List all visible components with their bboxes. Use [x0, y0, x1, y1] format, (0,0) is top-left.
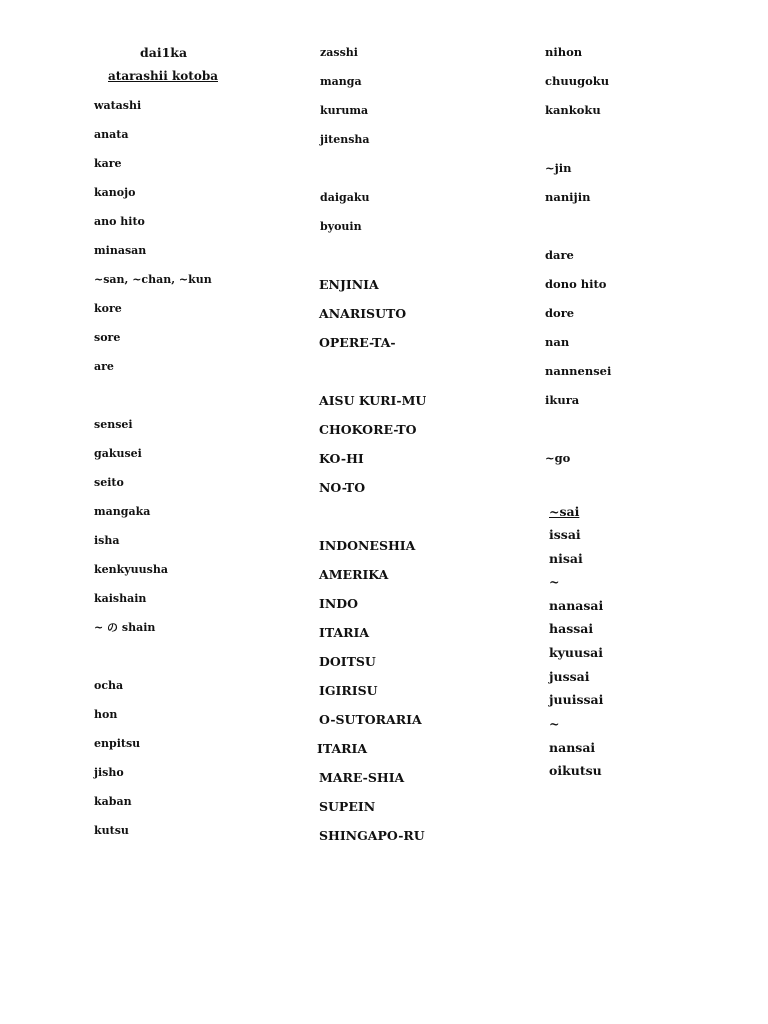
vocab-word: ~ の shain [94, 621, 156, 634]
vocab-word: ~go [545, 451, 571, 465]
vocab-word: mangaka [94, 505, 151, 518]
lesson-title: dai1ka [140, 45, 188, 60]
vocab-word: jitensha [320, 133, 370, 146]
sai-word: nisai [549, 551, 583, 566]
vocab-word: ~san, ~chan, ~kun [94, 273, 212, 286]
vocab-word: kuruma [320, 104, 369, 117]
vocab-word: ocha [94, 679, 124, 692]
sai-word: hassai [549, 621, 594, 636]
section-heading: atarashii kotoba [108, 69, 218, 83]
sai-heading: ~sai [549, 504, 580, 519]
vocab-word: byouin [320, 220, 362, 233]
vocab-word: SHINGAPO-RU [319, 828, 425, 843]
vocab-word: seito [94, 476, 124, 489]
vocab-word: kaishain [94, 592, 147, 605]
vocab-word: sensei [94, 418, 133, 431]
vocab-word: dono hito [545, 277, 607, 291]
vocab-word: dore [545, 306, 575, 320]
vocab-word: ikura [545, 393, 580, 407]
sai-word: nansai [549, 740, 596, 755]
vocab-word: manga [320, 75, 362, 88]
sai-word: juuissai [549, 692, 604, 707]
sai-word: ~ [549, 574, 560, 589]
vocab-word: ITARIA [319, 625, 370, 640]
vocab-word: MARE-SHIA [319, 770, 405, 785]
sai-word: jussai [549, 669, 590, 684]
vocab-word: gakusei [94, 447, 142, 460]
vocab-word: SUPEIN [319, 799, 376, 814]
vocab-word: nannensei [545, 364, 612, 378]
vocab-word: chuugoku [545, 74, 610, 88]
vocab-word: DOITSU [319, 654, 376, 669]
vocab-word: nan [545, 335, 570, 349]
vocab-word: AISU KURI-MU [319, 393, 427, 408]
vocab-word: kenkyuusha [94, 563, 168, 576]
vocab-word: jisho [94, 766, 124, 779]
vocab-word: kutsu [94, 824, 129, 837]
vocab-word: nanijin [545, 190, 591, 204]
vocab-word: CHOKORE-TO [319, 422, 417, 437]
vocab-word: kankoku [545, 103, 601, 117]
vocab-word: ~jin [545, 161, 572, 175]
vocab-word: anata [94, 128, 129, 141]
vocab-word: isha [94, 534, 120, 547]
vocab-word: AMERIKA [319, 567, 389, 582]
vocab-word: INDO [319, 596, 359, 611]
vocab-word: enpitsu [94, 737, 141, 750]
vocab-word: ano hito [94, 215, 145, 228]
vocab-word: kaban [94, 795, 132, 808]
vocab-word: NO-TO [319, 480, 366, 495]
sai-word: ~ [549, 716, 560, 731]
vocab-word: KO-HI [319, 451, 364, 466]
vocab-word: ENJINIA [319, 277, 379, 292]
sai-word: issai [549, 527, 581, 542]
vocab-word: sore [94, 331, 121, 344]
vocab-word: zasshi [320, 46, 358, 59]
vocab-word: dare [545, 248, 574, 262]
vocab-word: kanojo [94, 186, 136, 199]
vocab-word: nihon [545, 45, 583, 59]
vocab-word: minasan [94, 244, 147, 257]
vocab-word: IGIRISU [319, 683, 378, 698]
vocab-word: ITARIA [317, 741, 368, 756]
sai-word: nanasai [549, 598, 604, 613]
sai-word: kyuusai [549, 645, 603, 660]
vocab-word: are [94, 360, 114, 373]
vocab-word: O-SUTORARIA [319, 712, 422, 727]
vocab-word: INDONESHIA [319, 538, 416, 553]
sai-word: oikutsu [549, 763, 602, 778]
vocab-word: OPERE-TA- [319, 335, 396, 350]
vocab-word: watashi [94, 99, 142, 112]
vocab-word: kare [94, 157, 122, 170]
vocab-word: hon [94, 708, 118, 721]
vocab-word: daigaku [320, 191, 370, 204]
vocab-word: ANARISUTO [319, 306, 407, 321]
vocab-word: kore [94, 302, 122, 315]
